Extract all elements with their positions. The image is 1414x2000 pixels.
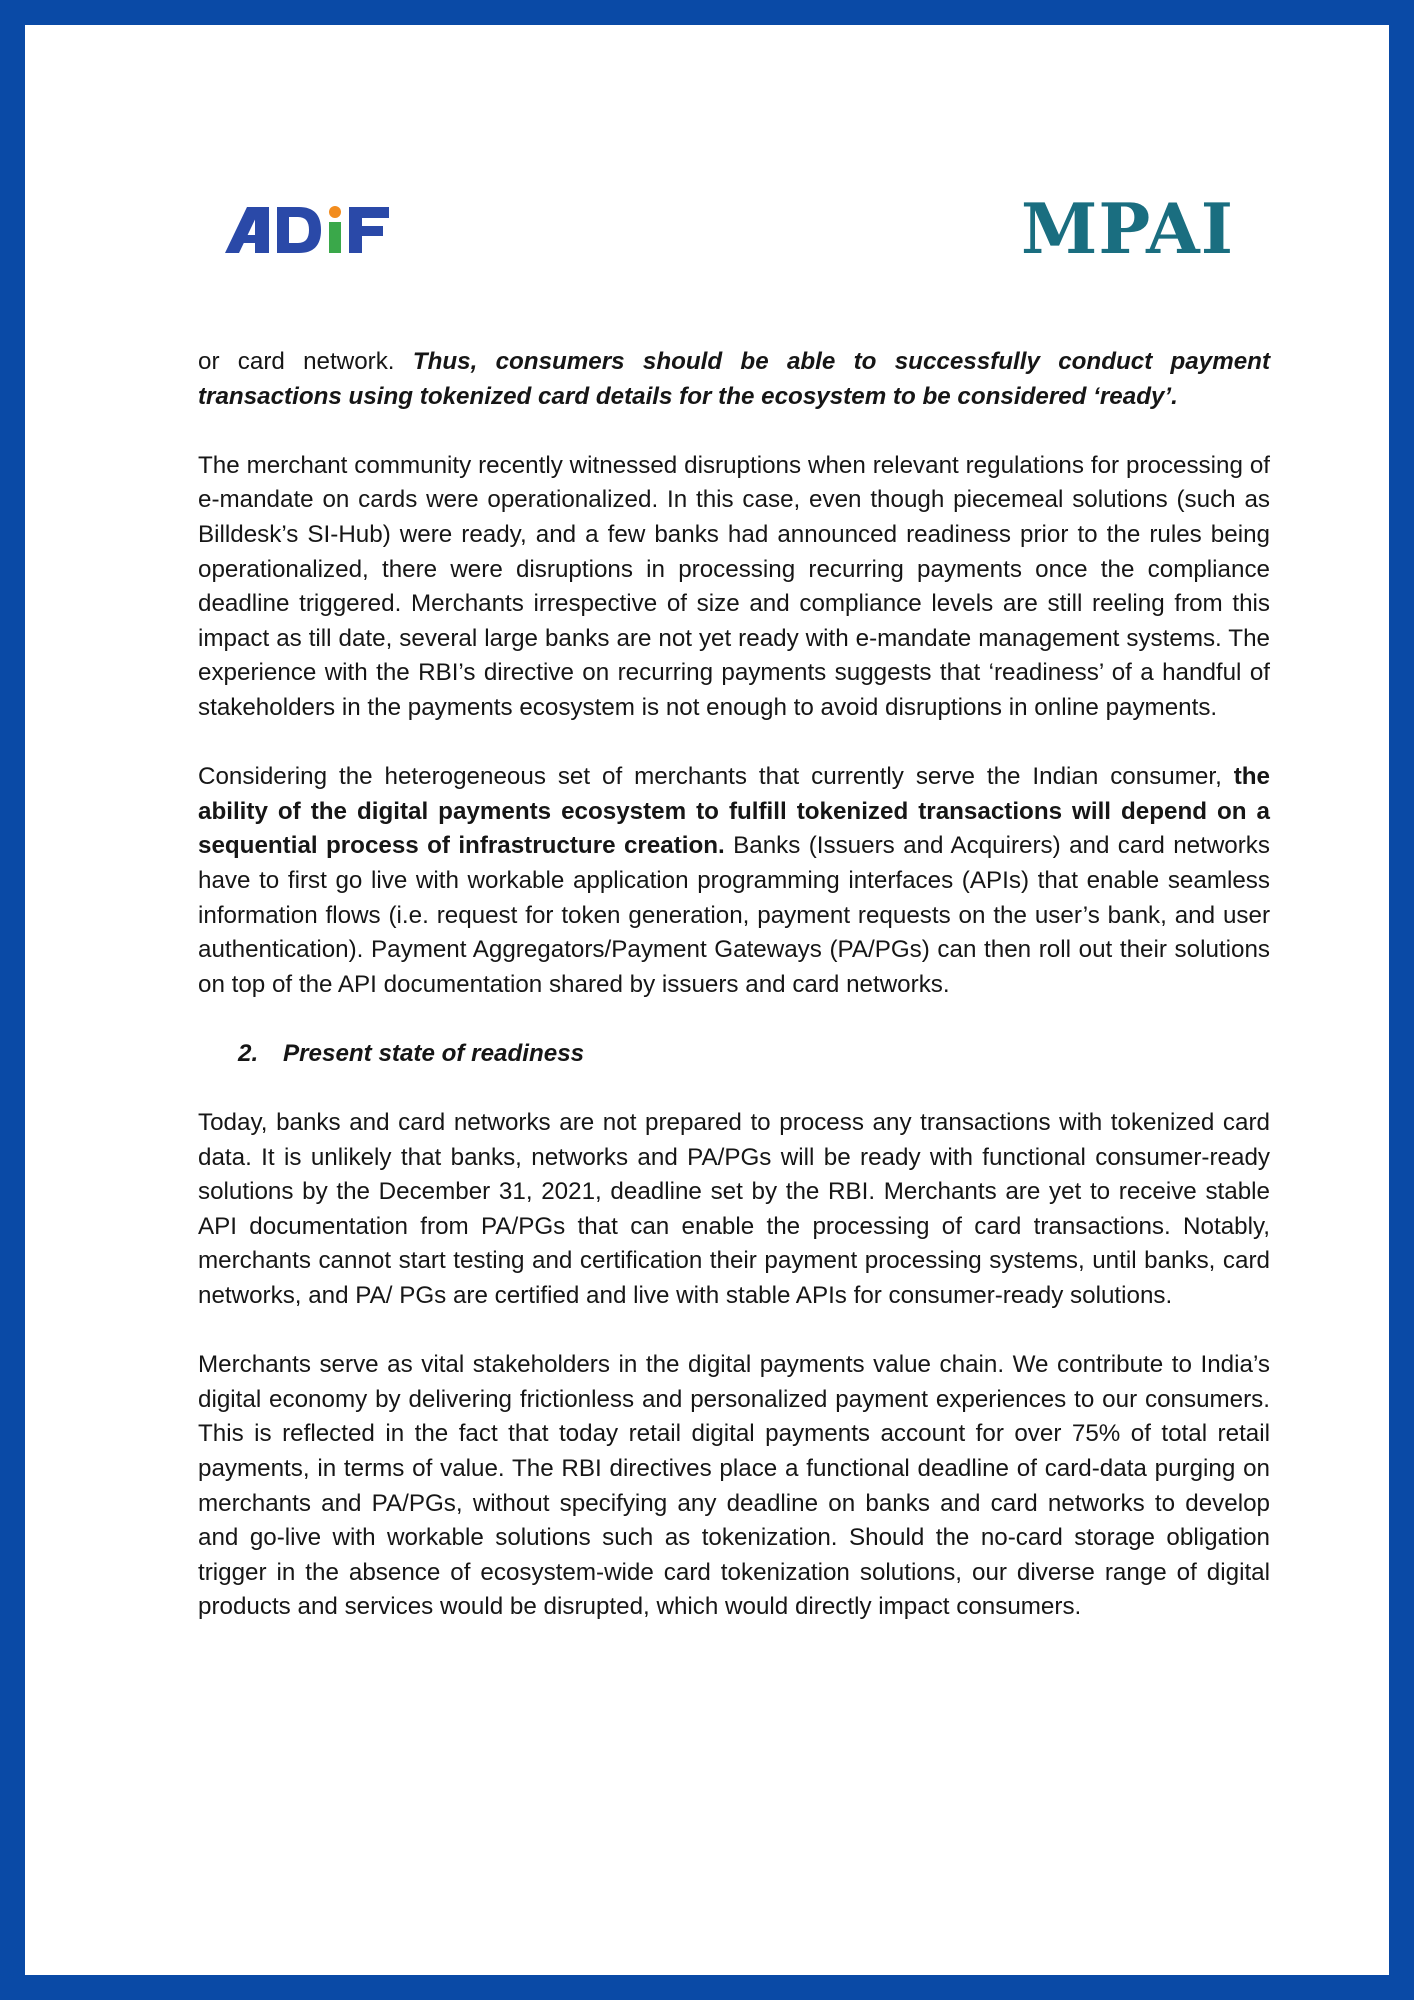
document-body (198, 345, 1270, 1660)
paragraph-3-emphasis: the ability of the digital payments ecosystem to fulfill tokenized transactions will depend on a sequential process of infrastructure creation. (198, 763, 1270, 860)
paragraph-5-text: Merchants serve as vital stakeholders in the digital payments value chain. We contribute to India’s digital economy by delivering frictionless and personalized payment experiences to our consumers. This is reflected in the fact that today retail digital payments account for over 75% of total retail payments, in terms of value. The RBI directives place a functional deadline of card-data purging on merchants and PA/PGs, without specifying any deadline on banks and card networks to develop and go-live with workable solutions such as tokenization. Should the no-card storage obligation trigger in the absence of ecosystem-wide card tokenization solutions, our diverse range of digital products and services would be disrupted, which would directly impact consumers. (198, 1351, 1270, 1621)
mpai-logo: MPAI (1020, 189, 1234, 270)
paragraph-4 (198, 1106, 1270, 1314)
section-2-number: 2. (238, 1039, 259, 1067)
paragraph-4-text: Today, banks and card networks are not prepared to process any transactions with tokenized card data. It is unlikely that banks, networks and PA/PGs will be ready with functional consumer-ready solutions by the December 31, 2021, deadline set by the RBI. Merchants are yet to receive stable API documentation from PA/PGs that can enable the processing of card transactions. Notably, merchants cannot start testing and certification their payment processing systems, until banks, card networks, and PA/ PGs are certified and live with stable APIs for consumer-ready solutions. (198, 1109, 1270, 1310)
paragraph-3-text-end: Banks (Issuers and Acquirers) and card networks have to first go live with workable application programming interfaces (APIs) that enable seamless information flows (i.e. request for token generation, payment requests on the user’s bank, and user authentication). Payment Aggregators/Payment Gateways (PA/PGs) can then roll out their solutions on top of the API documentation shared by issuers and card networks. (198, 832, 1270, 998)
paragraph-1 (198, 345, 1270, 414)
adif-logo (225, 201, 410, 261)
paragraph-5 (198, 1348, 1270, 1625)
paragraph-3-text-start: Considering the heterogeneous set of merchants that currently serve the Indian consumer, (198, 763, 1234, 791)
paragraph-1-emphasis: Thus, consumers should be able to successfully conduct payment transactions using tokenized card details for the ecosystem to be considered ‘ready’. (198, 348, 1270, 410)
paragraph-2 (198, 449, 1270, 726)
adif-logo-graphic (225, 201, 410, 261)
paragraph-3 (198, 760, 1270, 1002)
section-2-title: Present state of readiness (283, 1039, 585, 1067)
paragraph-2-text: The merchant community recently witnessed disruptions when relevant regulations for processing of e-mandate on cards were operationalized. In this case, even though piecemeal solutions (such as Billdesk’s SI-Hub) were ready, and a few banks had announced readiness prior to the rules being operationalized, there were disruptions in processing recurring payments once the compliance deadline triggered. Merchants irrespective of size and compliance levels are still reeling from this impact as till date, several large banks are not yet ready with e-mandate management systems. The experience with the RBI’s directive on recurring payments suggests that ‘readiness’ of a handful of stakeholders in the payments ecosystem is not enough to avoid disruptions in online payments. (198, 451, 1270, 721)
paragraph-1-text: or card network. (198, 348, 413, 375)
section-2-heading (198, 1037, 1270, 1072)
